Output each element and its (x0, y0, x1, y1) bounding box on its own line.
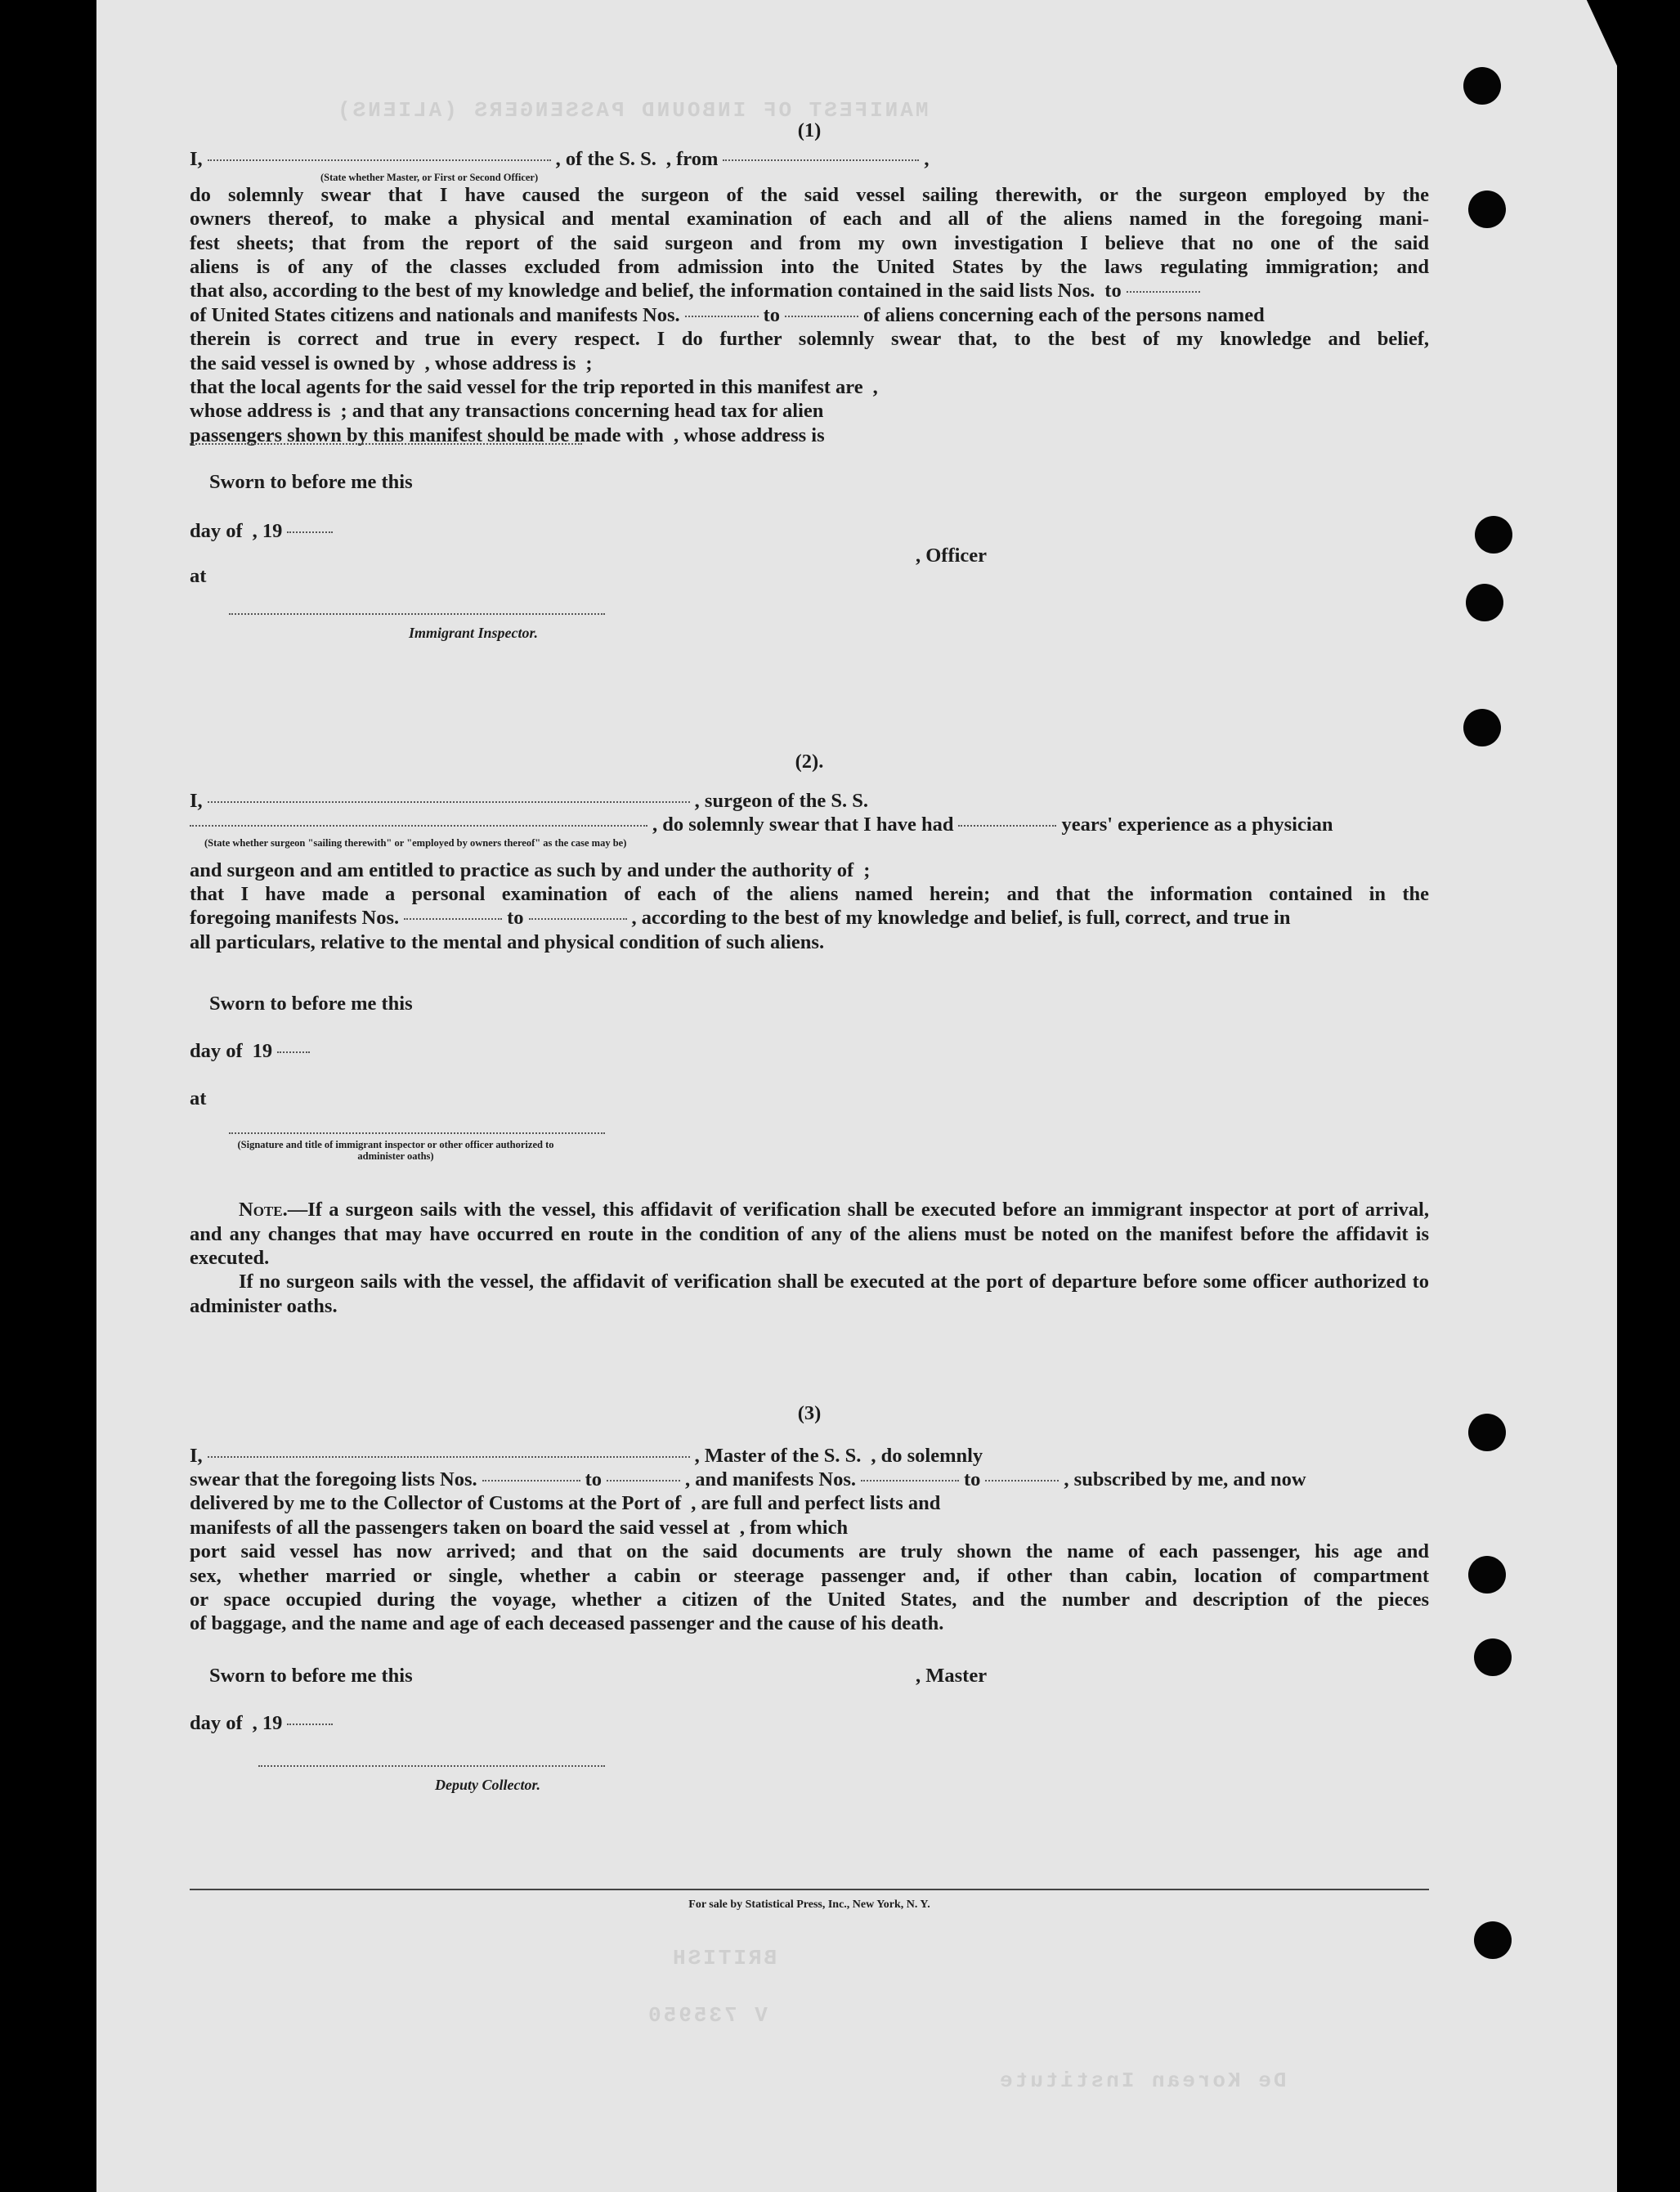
section-2-line-2 (190, 813, 1429, 836)
section-3-sworn-block (190, 1664, 1429, 1827)
text: and surgeon and am entitled to practice as such by and under the authority of (190, 858, 854, 881)
officer-caption: (State whether Master, or First or Second Officer) (320, 171, 539, 183)
section-1-whose-line (190, 399, 1429, 423)
text: that also, according to the best of my knowledge and belief, the information contained in the said lists Nos. (190, 280, 1095, 303)
master-name-field[interactable] (208, 159, 551, 161)
punch-hole (1474, 1638, 1512, 1676)
manifests-from-field[interactable] (861, 1480, 959, 1482)
master-row (906, 1664, 1429, 1688)
year-field[interactable] (287, 531, 333, 533)
bleed-through-text: BRITISH (670, 1946, 777, 1970)
sworn-row (209, 1664, 607, 1688)
text: , subscribed by me, and now (1064, 1468, 1306, 1490)
punch-hole (1468, 1414, 1506, 1451)
text: , Master (916, 1664, 988, 1687)
section-3-last-line (190, 1612, 1429, 1635)
address-continuation (190, 447, 1429, 449)
section-3-line: port said vessel has now arrived; and that on the said documents are truly shown the name of each passenger, his age and (190, 1540, 1429, 1563)
text: passengers shown by this manifest should be made with (190, 424, 664, 446)
note-paragraph-2: If no surgeon sails with the vessel, the affidavit of verification shall be executed at the port of departure before some officer authorized to administer oaths. (190, 1271, 1429, 1317)
surgeon-name-field[interactable] (208, 801, 690, 803)
text: day of (190, 520, 243, 543)
punch-hole (1474, 1921, 1512, 1959)
bleed-through-text: De Korean Institute (997, 2069, 1287, 2093)
punch-hole (1463, 67, 1501, 105)
section-1-line: therein is correct and true in every respect. I do further solemnly swear that, to the best of my knowledge and belief, (190, 328, 1429, 351)
manifest-to-field[interactable] (785, 316, 858, 317)
signature-caption: (Signature and title of immigrant inspector or other officer authorized to administer oaths) (237, 1139, 554, 1163)
section-1-line: aliens is of any of the classes excluded from admission into the United States by the laws regulating immigration; and (190, 256, 1429, 279)
at-row (190, 564, 607, 588)
day-row (190, 1039, 607, 1063)
text: to (1104, 280, 1122, 303)
text: swear that the foregoing lists Nos. (190, 1468, 477, 1490)
at-row (190, 1087, 607, 1110)
text: day of (190, 1711, 243, 1734)
section-3-line-3 (190, 1491, 1429, 1515)
from-port-field[interactable] (723, 159, 919, 161)
text: I, (190, 148, 203, 171)
text: , surgeon of the S. S. (694, 789, 869, 812)
section-2-sworn-block (190, 992, 1429, 1180)
text: that the local agents for the said vessel for the trip reported in this manifest are (190, 376, 863, 399)
head-tax-address-field[interactable] (190, 443, 582, 445)
officer-row (906, 544, 1429, 567)
year-field[interactable] (287, 1724, 333, 1725)
text: , Master of the S. S. (694, 1444, 862, 1467)
text: , (872, 376, 878, 399)
text: of United States citizens and nationals and manifests Nos. (190, 303, 680, 326)
punch-hole (1475, 516, 1512, 554)
text: ; and that any transactions concerning head tax for alien (340, 400, 824, 423)
text: to (507, 907, 524, 930)
section-1-line: do solemnly swear that I have caused the surgeon of the said vessel sailing therewith, or the surgeon employed by the (190, 183, 1429, 206)
section-1-number: (1) (797, 119, 822, 141)
manifest-from-field[interactable] (685, 316, 759, 317)
text: , according to the best of my knowledge and belief, is full, correct, and true in (631, 907, 1291, 930)
text: , from (665, 148, 719, 171)
section-3-line: or space occupied during the voyage, whether a citizen of the United States, and the number and description of the pieces (190, 1589, 1429, 1611)
text: , 19 (252, 520, 283, 543)
text: of aliens concerning each of the persons named (863, 303, 1265, 326)
inspector-signature-line[interactable] (229, 613, 605, 615)
lists-from-field[interactable] (482, 1480, 580, 1482)
text: of baggage, and the name and age of each deceased passenger and the cause of his death. (190, 1612, 944, 1635)
text: , are full and perfect lists and (691, 1492, 941, 1515)
section-2-number: (2). (795, 751, 824, 773)
sworn-row (209, 470, 607, 494)
text: all particulars, relative to the mental and physical condition of such aliens. (190, 930, 825, 953)
punch-hole (1468, 1556, 1506, 1594)
text: Sworn to before me this (209, 993, 413, 1015)
official-signature-line[interactable] (229, 1132, 605, 1134)
text: to (964, 1468, 981, 1490)
manifest-to-field[interactable] (529, 918, 627, 920)
section-2-line-3 (190, 858, 1429, 882)
text: to (585, 1468, 603, 1490)
note-label: Note. (239, 1199, 288, 1222)
text: foregoing manifests Nos. (190, 907, 400, 930)
text: , from which (739, 1516, 849, 1539)
inspector-label: Immigrant Inspector. (409, 625, 539, 642)
text: 19 (252, 1040, 273, 1063)
printer-footer: For sale by Statistical Press, Inc., New York, N. Y. (190, 1889, 1429, 1912)
text: , whose address is (424, 352, 576, 374)
lists-to-field[interactable] (607, 1480, 680, 1482)
punch-hole (1468, 191, 1506, 228)
text: , do solemnly swear that I have had (652, 814, 954, 836)
text: ; (863, 858, 871, 881)
section-1-line: owners thereof, to make a physical and mental examination of each and all of the aliens named in the foregoing mani- (190, 208, 1429, 231)
text: , do solemnly (871, 1444, 983, 1467)
text: the said vessel is owned by (190, 352, 415, 374)
section-1-lists-line (190, 279, 1429, 303)
punch-hole (1466, 584, 1503, 621)
section-1-agents-line (190, 375, 1429, 399)
punch-hole (1463, 709, 1501, 746)
collector-label: Deputy Collector. (435, 1776, 540, 1793)
manifests-to-field[interactable] (985, 1480, 1059, 1482)
master-name-field[interactable] (208, 1456, 690, 1458)
section-2-line-5 (190, 906, 1429, 930)
sworn-row (209, 992, 607, 1015)
text: manifests of all the passengers taken on board the said vessel at (190, 1516, 730, 1539)
section-2-line: that I have made a personal examination of each of the aliens named herein; and that the information contained in the (190, 882, 1429, 905)
text: , (924, 148, 930, 171)
section-2-line-1 (190, 789, 1429, 813)
section-1-owned-line (190, 352, 1429, 375)
text: delivered by me to the Collector of Customs at the Port of (190, 1492, 682, 1515)
text: ; (585, 352, 593, 374)
bleed-through-text: V 735950 (646, 2003, 768, 2028)
text: , of the S. S. (555, 148, 656, 171)
section-3-line-1 (190, 1444, 1429, 1468)
section-1-line: fest sheets; that from the report of the said surgeon and from my own investigation I believe that no one of the said (190, 231, 1429, 254)
text: , and manifests Nos. (685, 1468, 856, 1490)
note-text: —If a surgeon sails with the vessel, this affidavit of verification shall be executed before an immigrant inspector at port of arrival, and any changes that may have occurred en route in the condition of any of the aliens must be noted on the manifest before the affidavit is executed. (190, 1199, 1429, 1269)
text: , whose address is (673, 424, 825, 446)
collector-signature-line[interactable] (258, 1765, 605, 1767)
surgeon-caption: (State whether surgeon "sailing therewith" or "employed by owners thereof" as the case may be) (204, 836, 627, 849)
text: years' experience as a physician (1061, 814, 1333, 836)
section-1-sworn-block (190, 470, 1429, 675)
section-3-line: sex, whether married or single, whether a cabin or steerage passenger and, if other than cabin, location of compartment (190, 1564, 1429, 1587)
lists-to-field[interactable] (1127, 291, 1200, 293)
surgeon-status-field[interactable] (190, 825, 647, 827)
years-experience-field[interactable] (958, 825, 1056, 827)
text: Sworn to before me this (209, 471, 413, 494)
manifest-from-field[interactable] (404, 918, 502, 920)
section-3-number: (3) (797, 1402, 822, 1425)
bleed-through-header: MANIFEST OF INBOUND PASSENGERS (ALIENS) (335, 98, 929, 123)
text: I, (190, 1444, 203, 1467)
text: , 19 (252, 1711, 283, 1734)
text: at (190, 1087, 207, 1110)
text: at (190, 565, 207, 588)
section-3-line-2 (190, 1468, 1429, 1491)
day-row (190, 1711, 607, 1735)
text: I, (190, 789, 203, 812)
section-3-line-4 (190, 1516, 1429, 1540)
section-2-line-6 (190, 930, 1429, 954)
section-1-line-1 (190, 147, 1429, 171)
text: day of (190, 1040, 243, 1063)
text: , Officer (916, 545, 988, 567)
section-1-citizens-line (190, 303, 1429, 327)
text: to (763, 303, 781, 326)
note-paragraph-1 (190, 1198, 1429, 1270)
text: Sworn to before me this (209, 1664, 413, 1687)
year-field[interactable] (277, 1051, 310, 1053)
text: whose address is (190, 400, 331, 423)
affidavit-form (190, 119, 1429, 1827)
day-row (190, 519, 607, 543)
